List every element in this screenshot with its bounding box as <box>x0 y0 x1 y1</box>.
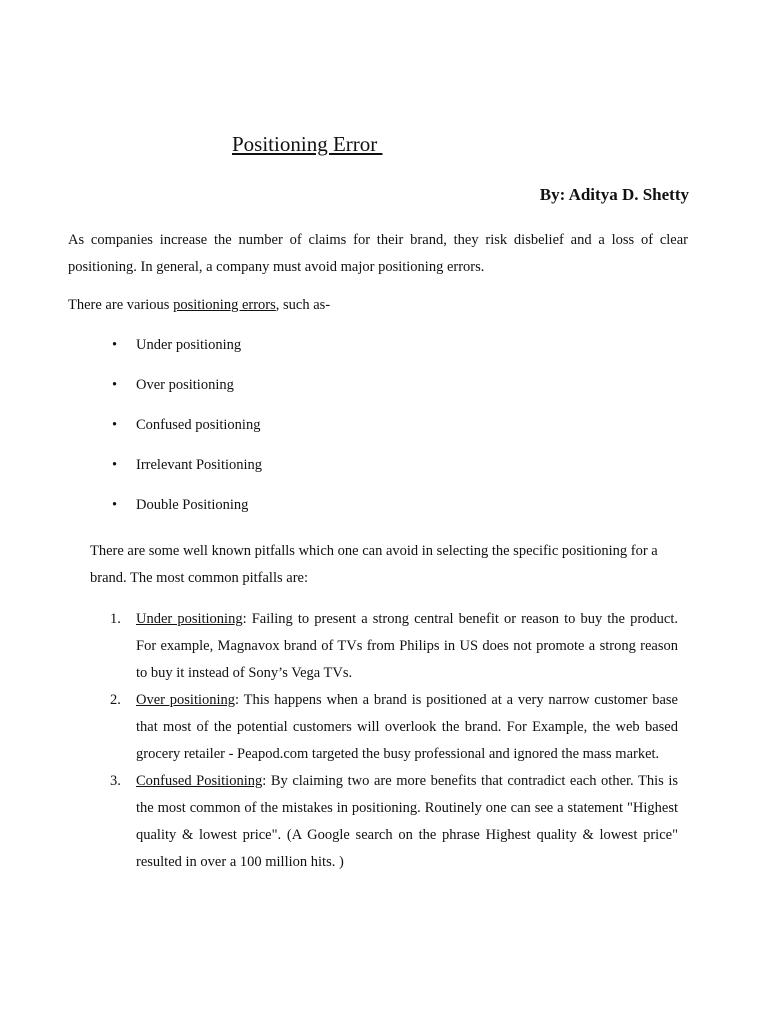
pitfall-body <box>136 687 678 768</box>
list-item-label: Confused positioning <box>136 417 261 433</box>
bullet-icon: • <box>112 417 118 433</box>
pitfall-number: 1. <box>110 611 121 627</box>
pitfall-term: Confused Positioning <box>136 773 263 789</box>
list-item-label: Irrelevant Positioning <box>136 457 263 473</box>
pitfall-term: Over positioning <box>136 692 236 708</box>
page-title: Positioning Error <box>232 132 383 156</box>
bullet-icon: • <box>112 497 118 513</box>
pitfall-term: Under positioning <box>136 611 243 627</box>
errors-bullet-list <box>112 334 262 534</box>
errors-intro-suffix: , such as- <box>275 297 331 313</box>
list-item-label: Over positioning <box>136 377 234 393</box>
pitfall-item <box>110 687 678 768</box>
list-item <box>112 374 262 414</box>
pitfalls-intro-paragraph: There are some well known pitfalls which one can avoid in selecting the specific positioning for a brand. The most common pitfalls are: <box>90 543 658 586</box>
pitfall-text: : Failing to present a strong central benefit or reason to buy the product. For example, Magnavox brand of TVs from Philips in US does not promote a strong reason to buy it instead of Sony’s Vega TVs. <box>136 611 679 681</box>
list-item <box>112 454 262 494</box>
list-item-label: Double Positioning <box>136 497 249 513</box>
bullet-icon: • <box>112 377 118 393</box>
errors-intro-prefix: There are various <box>68 297 174 313</box>
list-item <box>112 494 262 534</box>
pitfall-number: 3. <box>110 773 121 789</box>
pitfall-text: : By claiming two are more benefits that contradict each other. This is the most common of the mistakes in positioning. Routinely one can see a statement "Highest quality & lowest price". (A Google search on the phrase Highest quality & lowest price" resulted in over a 100 million hits. ) <box>136 773 678 870</box>
list-item-label: Under positioning <box>136 337 242 353</box>
author-byline: By: Aditya D. Shetty <box>539 185 689 204</box>
bullet-icon: • <box>112 337 118 353</box>
positioning-errors-link[interactable]: positioning errors <box>173 297 276 313</box>
pitfalls-numbered-list <box>110 606 678 876</box>
list-item <box>112 334 262 374</box>
errors-intro-line <box>68 294 330 316</box>
intro-paragraph: As companies increase the number of claims for their brand, they risk disbelief and a loss of clear positioning. In general, a company must avoid major positioning errors. <box>68 232 688 275</box>
pitfall-item <box>110 606 678 687</box>
bullet-icon: • <box>112 457 118 473</box>
pitfall-body <box>136 606 678 687</box>
pitfall-body <box>136 768 678 876</box>
pitfall-item <box>110 768 678 876</box>
pitfall-text: : This happens when a brand is positioned at a very narrow customer base that most of the potential customers will overlook the brand. For Example, the web based grocery retailer - Peapod.com targeted the busy professional and ignored the mass market. <box>136 692 678 762</box>
list-item <box>112 414 262 454</box>
pitfall-number: 2. <box>110 692 121 708</box>
